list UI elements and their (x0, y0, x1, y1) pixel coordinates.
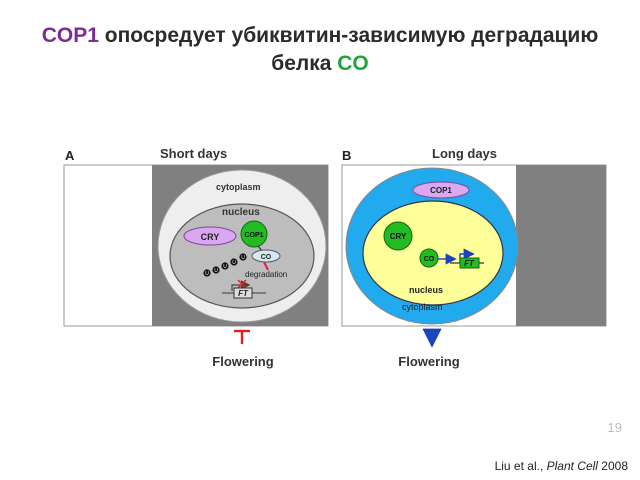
ubiquitin-label: U (241, 255, 245, 261)
ubiquitin-label: U (223, 264, 227, 270)
ubiquitin-label: U (232, 260, 236, 266)
panel-b-dark-region (516, 165, 606, 326)
panel-a-cop1-label: COP1 (244, 232, 264, 239)
panel-a-cry-label: CRY (200, 232, 220, 242)
panel-b-cop1-label: COP1 (430, 186, 452, 195)
panel-a-title: Short days (160, 146, 228, 161)
citation (495, 459, 628, 473)
ubiquitin-label: U (214, 268, 218, 274)
title-cop1: COP1 (41, 24, 99, 47)
panel-a (64, 146, 328, 369)
panel-a-co-label: CO (260, 254, 272, 261)
panel-b-cytoplasm-label: cytoplasm (402, 302, 443, 312)
panel-a-cytoplasm-label: cytoplasm (216, 182, 261, 192)
panel-a-flowering: Flowering (212, 354, 274, 369)
panel-b-co-label: CO (423, 256, 435, 263)
panel-a-degradation-label: degradation (245, 270, 288, 279)
panel-b-cry-label: CRY (389, 232, 407, 241)
panel-b (342, 146, 606, 369)
title-text: опосредует убиквитин-зависимую деградацию (98, 24, 599, 47)
panel-b-letter: B (342, 148, 352, 163)
page-number: 19 (607, 420, 622, 435)
panel-b-ft-label: FT (464, 259, 474, 268)
panel-a-nucleus-label: nucleus (222, 207, 260, 218)
title-co: CO (337, 52, 369, 75)
panel-a-ft-label: FT (238, 289, 248, 298)
panel-b-title: Long days (432, 146, 498, 161)
citation-authors: Liu et al., (494, 459, 547, 473)
panel-a-letter: A (65, 148, 75, 163)
panel-b-nucleus-label: nucleus (409, 285, 444, 295)
panel-b-flowering: Flowering (398, 354, 460, 369)
citation-journal: Plant Cell (546, 459, 598, 473)
title-text-2: белка (271, 52, 338, 75)
ubiquitin-label: U (205, 271, 209, 277)
citation-year: 2008 (597, 459, 628, 473)
